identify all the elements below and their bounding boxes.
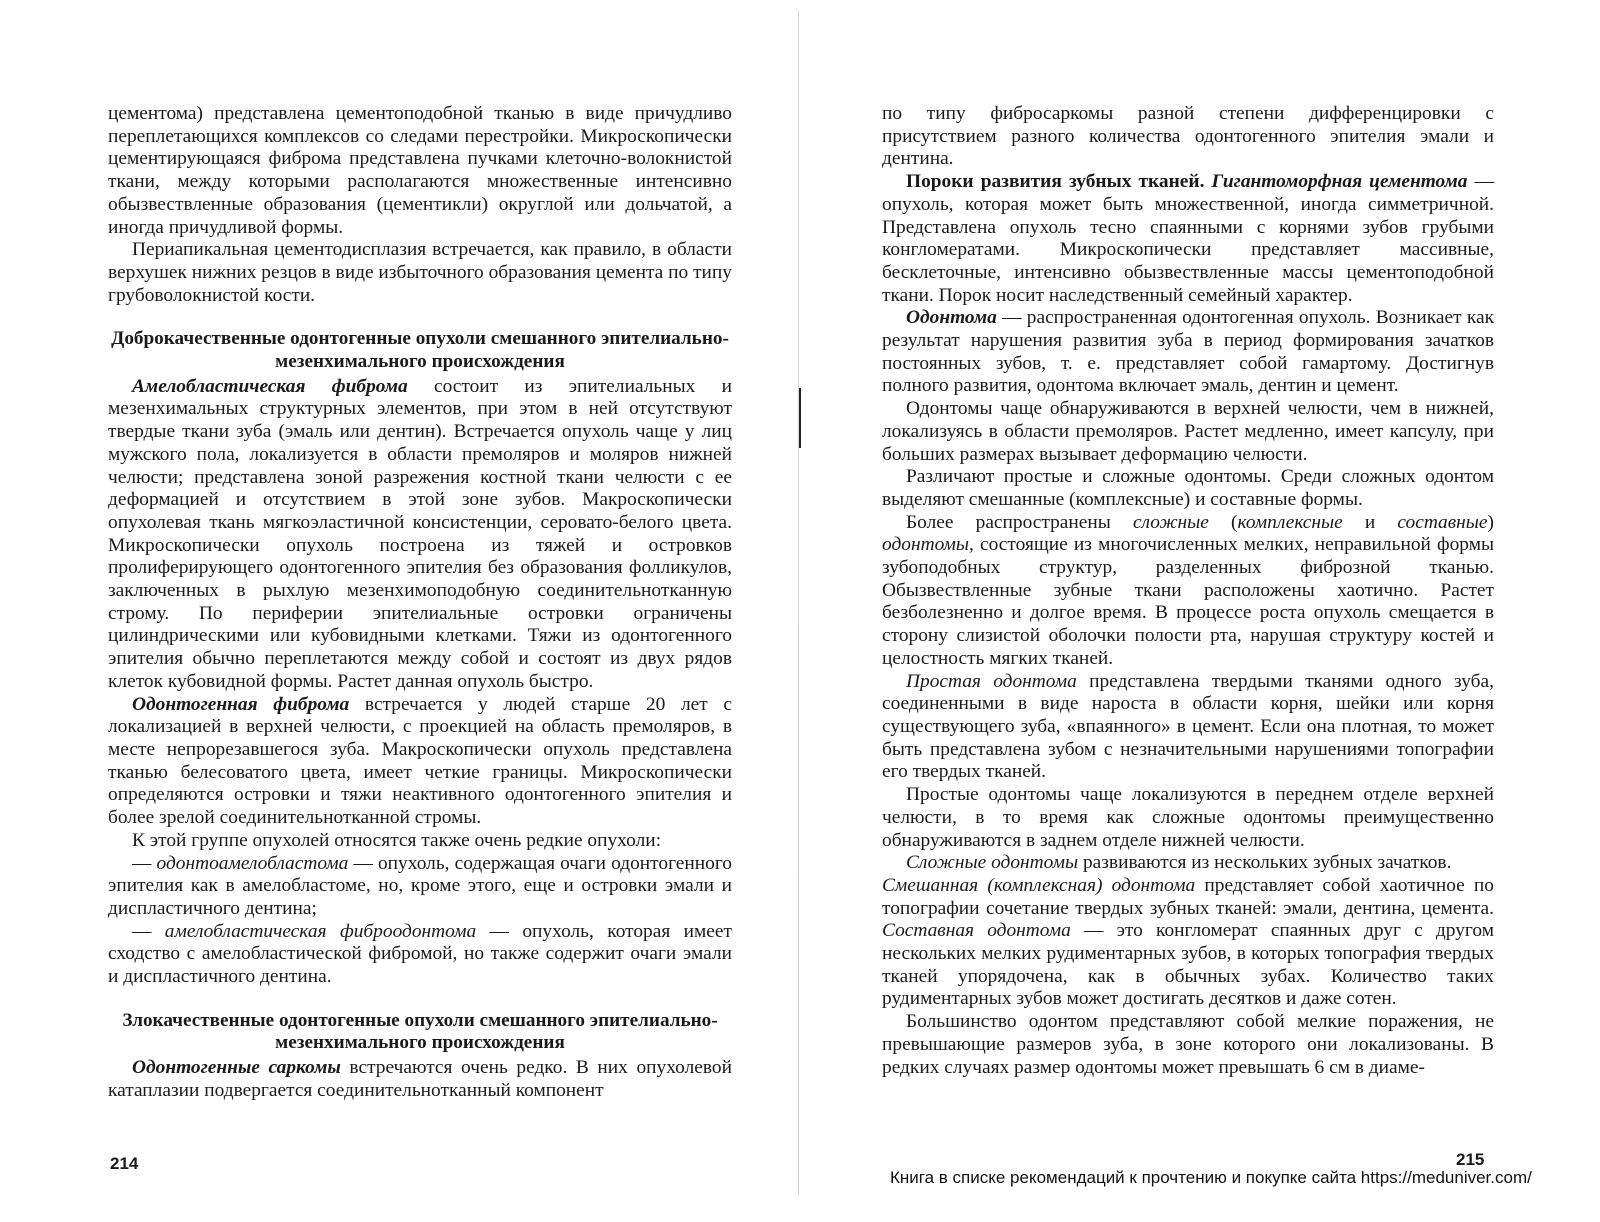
list-item — [108, 921, 732, 989]
text-run: ( — [1208, 511, 1238, 533]
term: Одонтогенная фиброма — [132, 693, 350, 715]
term: Простая одонтома — [906, 670, 1077, 692]
section-heading: Доброкачественные одонтогенные опухоли смешанного эпителиально-мезенхимального происхождения — [111, 328, 729, 373]
term: Гигантоморфная цементома — [1211, 171, 1468, 193]
paragraph — [108, 694, 732, 830]
paragraph — [882, 307, 1494, 398]
paragraph — [882, 512, 1494, 671]
text-run: Более распространены — [906, 511, 1133, 533]
list-item — [108, 853, 732, 921]
paragraph — [882, 852, 1494, 1011]
left-page-text — [108, 103, 732, 1103]
text-run: ) — [1487, 511, 1494, 533]
paragraph-body: , состоящие из многочисленных мелких, неправильной формы зубоподобных структур, разделенных фиброзной тканью. Обызвествленные зубные ткани расположены хаотично. Растет безболезненно и долгое время. В процессе роста опухоль смещается в сторону слизистой оболочки полости рта, нарушая структуру костей и целостность мягких тканей. — [882, 534, 1494, 669]
page-number: 214 — [110, 1154, 139, 1173]
footer-note: Книга в списке рекомендаций к прочтению и покупке сайта https://meduniver.com/ — [890, 1168, 1532, 1187]
paragraph: цементома) представлена цементоподобной тканью в виде причудливо переплетающихся комплексов со следами перестройки. Микроскопически цементирующаяся фиброма представлена пучками клеточно-волокнистой ткани, между которыми располагаются множественные интенсивно обызвествленные образования (цементикли) округлой или дольчатой, а иногда причудливой формы. — [108, 103, 732, 238]
term: комплексные — [1237, 511, 1343, 533]
left-page — [0, 0, 790, 1222]
paragraph — [108, 1057, 732, 1102]
term: одонтоамелобластома — [156, 852, 349, 874]
paragraph: Одонтомы чаще обнаруживаются в верхней челюсти, чем в нижней, локализуясь в области премоляров. Растет медленно, имеет капсулу, при больших размерах вызывает деформацию челюсти. — [882, 398, 1494, 465]
paragraph-body: встречаются очень редко. В них опухолевой катаплазии подвергается соединительнотканный компонент — [108, 1057, 732, 1101]
paragraph: по типу фибросаркомы разной степени дифференцировки с присутствием разного количества одонтогенного эпителия эмали и дентина. — [882, 103, 1494, 170]
paragraph-body: — распространенная одонтогенная опухоль. Возникает как результат нарушения развития зуба в период формирования зачатков постоянных зубов, т. е. представляет собой гамартому. Достигнув полного развития, одонтома включает эмаль, дентин и цемент. — [882, 307, 1494, 397]
paragraph-body: представлена твердыми тканями одного зуба, соединенными в виде нароста в области корня, шейки или корня существующего зуба, «впаянного» в цемент. Если она плотная, то может быть представлена зубом с незначительными нарушениями топографии его твердых тканей. — [882, 670, 1495, 783]
text-run: представляет собой хаотичное по топографии сочетание твердых зубных тканей: эмали, дентина, цемента. — [882, 874, 1494, 919]
term: Одонтома — [906, 307, 997, 329]
paragraph-body: развиваются из нескольких зубных зачатков. — [1078, 852, 1452, 874]
dash: — — [132, 852, 157, 874]
term: Смешанная (комплексная) одонтома — [882, 874, 1196, 896]
right-page-text — [882, 103, 1494, 1079]
list-item-body: — опухоль, содержащая очаги одонтогенного эпителия как в амелобластоме, но, кроме этого, еще и островки эмали и диспластичного дентина; — [108, 852, 732, 919]
dash: — — [132, 920, 165, 942]
section-heading: Злокачественные одонтогенные опухоли смешанного эпителиально-мезенхимального происхождения — [122, 1009, 718, 1054]
term: Составная одонтома — [882, 920, 1071, 942]
term: амелобластическая фиброодонтома — [164, 920, 477, 942]
run-in-heading: Пороки развития зубных тканей. — [906, 171, 1212, 193]
right-page — [790, 0, 1600, 1222]
paragraph — [108, 376, 732, 694]
paragraph-body: — это конгломерат спаянных друг с другом нескольких мелких рудиментарных зубов, в которых топография твердых тканей упорядочена, как в обычных зубах. Количество таких рудиментарных зубов может достигать десятков и даже сотен. — [882, 920, 1494, 1010]
page-number: 215 — [1456, 1150, 1485, 1169]
term: сложные — [1132, 511, 1209, 533]
paragraph: Простые одонтомы чаще локализуются в переднем отделе верхней челюсти, в то время как сложные одонтомы преимущественно обнаруживаются в заднем отделе нижней челюсти. — [882, 784, 1494, 851]
paragraph: Различают простые и сложные одонтомы. Среди сложных одонтом выделяют смешанные (комплексные) и составные формы. — [882, 466, 1494, 510]
paragraph: Периапикальная цементодисплазия встречается, как правило, в области верхушек нижних резцов в виде избыточного образования цемента по типу грубоволокнистой кости. — [108, 239, 732, 306]
paragraph: Большинство одонтом представляют собой мелкие поражения, не превышающие размеров зуба, в зоне которого они локализованы. В редких случаях размер одонтомы может превышать 6 см в диаме- — [882, 1011, 1494, 1078]
term: одонтомы — [882, 534, 970, 556]
term: Сложные одонтомы — [906, 852, 1079, 874]
paragraph — [882, 171, 1494, 307]
term: Амелобластическая фиброма — [132, 375, 408, 397]
paragraph: К этой группе опухолей относятся также очень редкие опухоли: — [132, 829, 662, 851]
term: Одонтогенные саркомы — [132, 1057, 341, 1079]
term: составные — [1397, 511, 1488, 533]
paragraph-body: состоит из эпителиальных и мезенхимальных структурных элементов, при этом в ней отсутствуют твердые ткани зуба (эмаль или дентин). Встречается опухоль чаще у лиц мужского пола, локализуется в области премоляров и моляров нижней челюсти; представлена зоной разрежения костной ткани челюсти с ее деформацией и отсутствием в этой зоне зубов. Макроскопически опухолевая ткань мягкоэластичной консистенции, серовато-белого цвета. Микроскопически опухоль построена из тяжей и островков пролиферирующего одонтогенного эпителия без образования фолликулов, заключенных в рыхлую мезенхимоподобную соединительнотканную строму. По периферии эпителиальные островки ограничены цилиндрическими или кубовидными клетками. Тяжи из одонтогенного эпителия обычно переплетаются между собой и состоят из двух рядов клеток кубовидной формы. Растет данная опухоль быстро. — [108, 375, 732, 692]
paragraph — [882, 671, 1494, 785]
paragraph-body: — опухоль, которая может быть множественной, иногда симметричной. Представлена опухоль тесно спаянными с корнями зубов грубыми конгломератами. Микроскопически представляет массивные, бесклеточные, интенсивно обызвествленные массы цементоподобной ткани. Порок носит наследственный семейный характер. — [882, 171, 1494, 306]
list-item-body: — опухоль, которая имеет сходство с амелобластической фибромой, но также содержит очаги эмали и диспластичного дентина. — [108, 920, 732, 988]
paragraph-body: встречается у людей старше 20 лет с локализацией в верхней челюсти, с проекцией на область премоляров, в месте непрорезавшегося зуба. Макроскопически опухоль представлена тканью белесоватого цвета, имеет четкие границы. Микроскопически определяются островки и тяжи неактивного одонтогенного эпителия и более зрелой соединительнотканной стромы. — [108, 693, 732, 829]
text-run: и — [1342, 511, 1398, 533]
